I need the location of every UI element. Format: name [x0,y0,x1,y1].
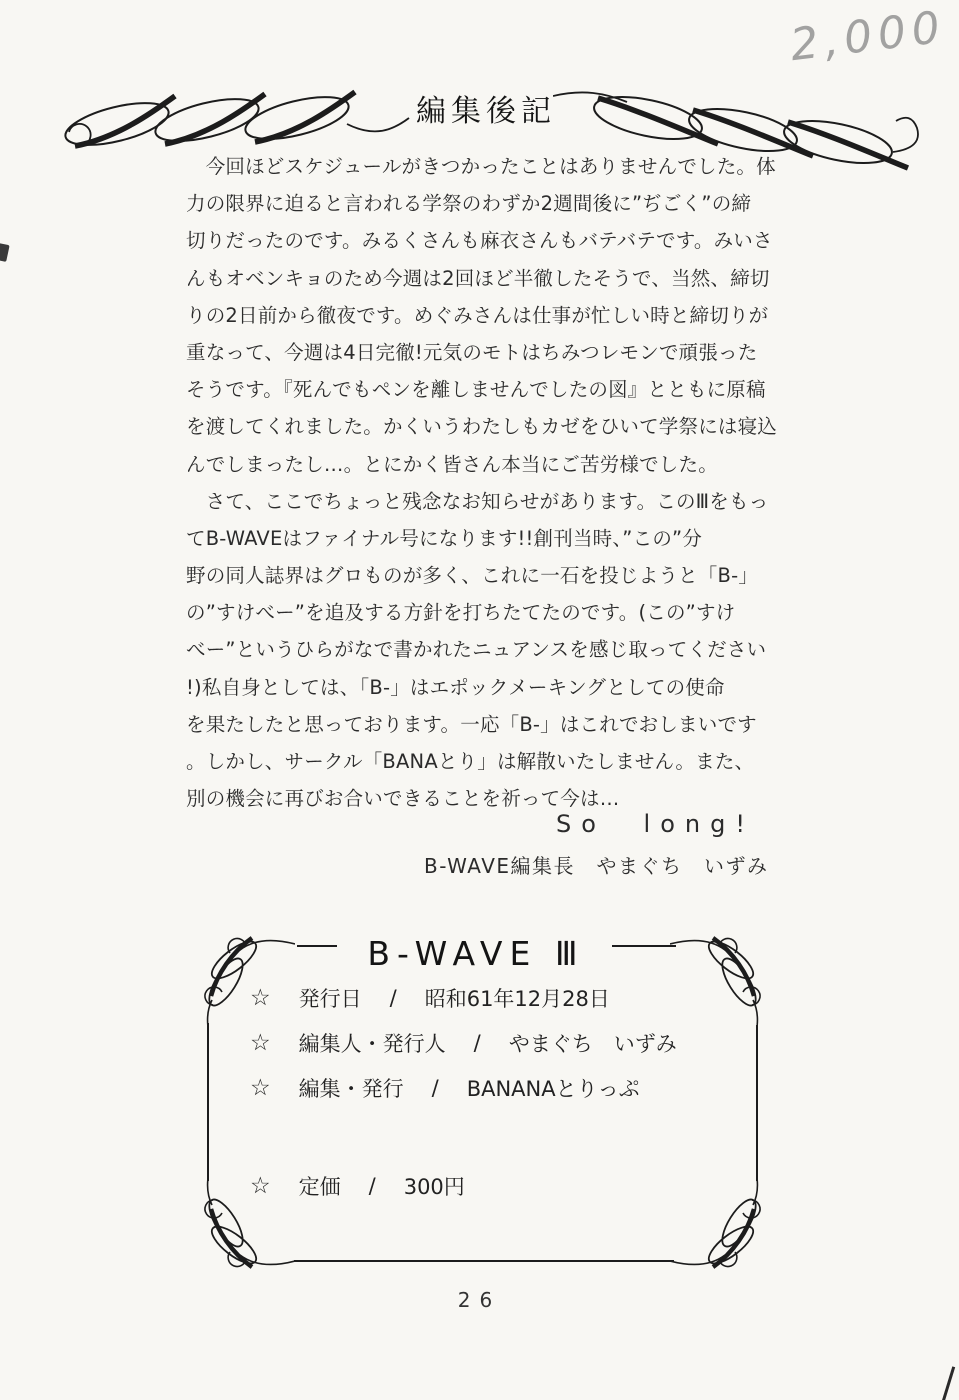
text-line: !)私自身としては、「B-」はエポックメーキングとしての使命 [186,675,725,699]
colophon-row-editor [250,1028,677,1058]
text-line: りの2日前から徹夜です。めぐみさんは仕事が忙しい時と締切りが [186,303,769,327]
publication-title: B-WAVE Ⅲ [367,934,585,973]
box-border-top-left-dash [297,945,337,947]
text-line: 野の同人誌界はグロものが多く、これに一石を投じようと「B-」 [186,564,759,588]
editor-signature: B-WAVE編集長 やまぐち いずみ [424,854,769,878]
colophon-separator: / [368,1174,376,1198]
box-border-right [756,1025,758,1181]
text-line: べー”というひらがなで書かれたニュアンスを感じ取ってください [186,638,767,662]
page-number: 26 [457,1288,502,1312]
colophon-row-publish-date [250,983,610,1013]
box-border-bottom [294,1260,674,1262]
star-icon: ☆ [250,1075,271,1101]
colophon-separator: / [431,1076,439,1100]
box-border-top-right-dash [612,945,676,947]
colophon-row-publisher [250,1073,640,1103]
colophon-label: 編集人・発行人 [298,1032,446,1056]
scan-artifact [0,243,10,262]
colophon-value: BANANAとりっぷ [466,1077,640,1101]
text-line: 力の限界に迫ると言われる学祭のわずか2週間後に”ぢごく”の締 [186,192,752,216]
star-icon: ☆ [250,1173,271,1199]
colophon-value: 300円 [403,1175,465,1199]
corner-flourish-top-right [670,930,765,1025]
text-line: そうです。『死んでもペンを離しませんでしたの図』とともに原稿 [186,378,766,402]
corner-flourish-bottom-right [670,1180,765,1275]
star-icon: ☆ [250,985,271,1011]
text-line: 別の機会に再びお合いできることを祈って今は… [186,787,620,811]
closing-phrase: So long! [556,810,755,838]
handwritten-count: 2,000 [787,1,949,72]
colophon-separator: / [389,986,397,1010]
colophon-box [200,930,765,1275]
colophon-separator: / [473,1031,481,1055]
afterword-text [186,148,776,817]
text-line: 今回ほどスケジュールがきつかったことはありませんでした。体 [186,155,776,178]
colophon-value: やまぐち いずみ [508,1032,677,1056]
star-icon: ☆ [250,1030,271,1056]
text-line: さて、ここでちょっと残念なお知らせがあります。このⅢをもっ [186,489,769,513]
scan-artifact [942,1366,955,1400]
box-border-left [207,1023,209,1181]
text-line: を果たしたと思っております。一応「B-」はこれでおしまいです [186,712,757,736]
text-line: てB-WAVEはファイナル号になります!!創刊当時、”この”分 [186,526,703,550]
text-line: 重なって、今週は4日完徹!元気のモトはちみつレモンで頑張った [186,340,758,364]
colophon-label: 発行日 [298,987,362,1011]
text-line: 切りだったのです。みるくさんも麻衣さんもバテバテです。みいさ [186,229,773,253]
text-line: んもオベンキョのため今週は2回ほど半徹したそうで、当然、締切 [186,266,770,290]
colophon-label: 編集・発行 [298,1077,404,1101]
text-line: を渡してくれました。かくいうわたしもカゼをひいて学祭には寝込 [186,415,778,439]
text-line: 。しかし、サークル「BANAとり」は解散いたしません。また、 [186,750,755,773]
text-line: んでしまったし…。とにかく皆さん本当にご苦労様でした。 [186,452,718,476]
page-title: 編集後記 [416,94,556,129]
colophon-label: 定価 [298,1175,341,1199]
text-line: の”すけべー”を追及する方針を打ちたてたのです。(この”すけ [186,601,736,625]
colophon-row-price [250,1171,465,1201]
colophon-value: 昭和61年12月28日 [424,987,610,1011]
